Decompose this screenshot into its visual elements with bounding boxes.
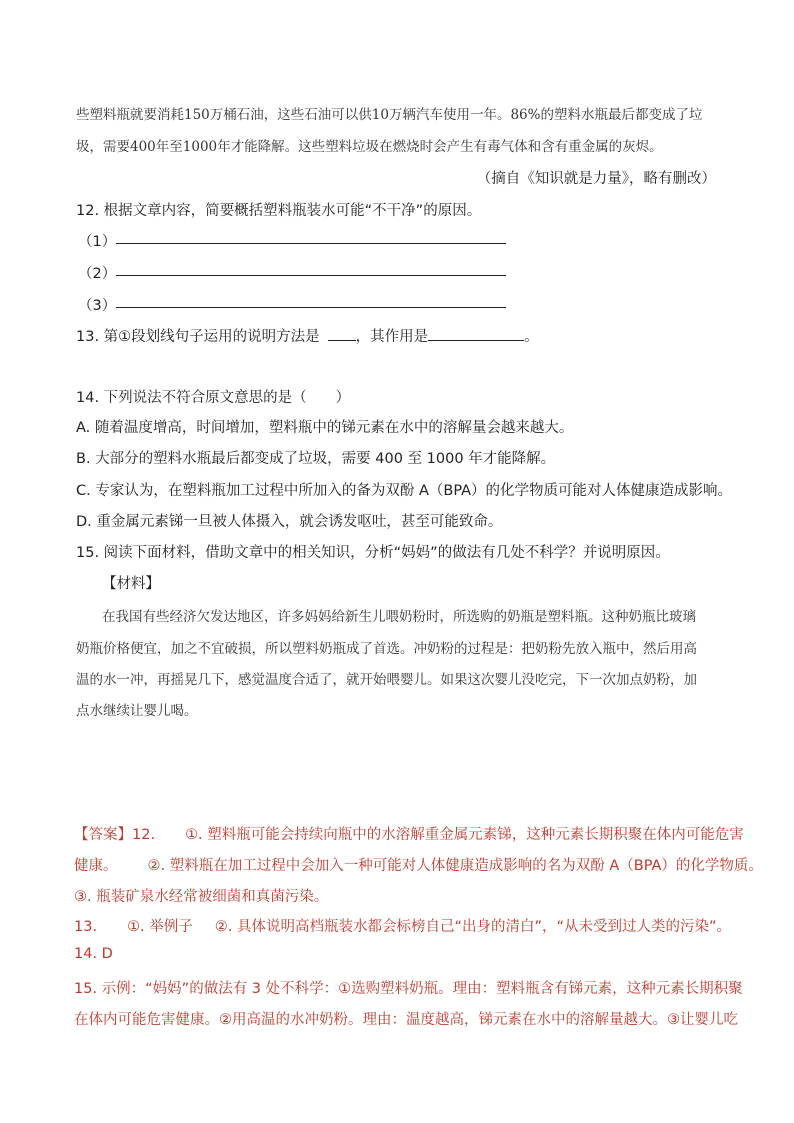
material-line-1: 在我国有些经济欠发达地区，许多妈妈给新生儿喂奶粉时，所选购的奶瓶是塑料瓶。这种奶瓶比玻璃 bbox=[102, 609, 696, 625]
answer-line-3[interactable] bbox=[116, 307, 506, 308]
question-14-stem: 14. 下列说法不符合原文意思的是（ ） bbox=[76, 390, 351, 406]
passage-line-1: 些塑料瓶就要消耗150万桶石油，这些石油可以供10万辆汽车使用一年。86%的塑料水瓶最后都变成了垃 bbox=[76, 107, 703, 123]
answer-12-point-1-end: 健康。 bbox=[74, 858, 118, 874]
question-13-part-3: 。 bbox=[524, 329, 539, 345]
answer-line-1[interactable] bbox=[116, 243, 506, 244]
answer-label: 【答案】12. bbox=[74, 827, 156, 843]
material-label: 【材料】 bbox=[102, 576, 160, 592]
answer-12-point-2: ②. 塑料瓶在加工过程中会加入一种可能对人体健康造成影响的名为双酚 A（BPA）的化学物质。 bbox=[147, 858, 763, 874]
question-12-item-2: （2） bbox=[78, 266, 117, 282]
question-12-stem: 12. 根据文章内容，简要概括塑料瓶装水可能“不干净”的原因。 bbox=[76, 203, 482, 219]
answer-13 bbox=[74, 915, 731, 936]
question-13 bbox=[76, 325, 539, 346]
question-13-part-2: ，其作用是 bbox=[355, 329, 429, 345]
question-13-part-1: 13. 第①段划线句子运用的说明方法是 bbox=[76, 329, 320, 345]
option-a[interactable]: A. 随着温度增高，时间增加，塑料瓶中的锑元素在水中的溶解量会越来越大。 bbox=[76, 420, 574, 436]
material-line-2: 奶瓶价格便宜，加之不宜破损，所以塑料奶瓶成了首选。冲奶粉的过程是：把奶粉先放入瓶中，然后用高 bbox=[76, 641, 697, 657]
option-c[interactable]: C. 专家认为，在塑料瓶加工过程中所加入的备为双酚 A（BPA）的化学物质可能对人体健康造成影响。 bbox=[76, 483, 733, 499]
answer-15-line-2: 在体内可能危害健康。②用高温的水冲奶粉。理由：温度越高，锑元素在水中的溶解量越大。③让婴儿吃 bbox=[74, 1012, 738, 1028]
blank-method[interactable] bbox=[328, 326, 356, 341]
answer-13-point-2: ②. 具体说明高档瓶装水都会标榜自己“出身的清白”，“从未受到过人类的污染”。 bbox=[214, 919, 732, 935]
answer-15-line-1: 15. 示例：“妈妈”的做法有 3 处不科学：①选购塑料奶瓶。理由：塑料瓶含有锑元素，这种元素长期积聚 bbox=[74, 981, 743, 997]
answer-12-line-1 bbox=[74, 823, 744, 844]
answer-line-2[interactable] bbox=[116, 275, 506, 276]
answer-14: 14. D bbox=[74, 946, 113, 962]
material-line-3: 温的水一冲，再摇晃几下，感觉温度合适了，就开始喂婴儿。如果这次婴儿没吃完，下一次加点奶粉，加 bbox=[76, 672, 697, 688]
answer-13-label: 13. bbox=[74, 919, 98, 935]
answer-12-point-3: ③. 瓶装矿泉水经常被细菌和真菌污染。 bbox=[74, 889, 329, 905]
question-12-item-3: （3） bbox=[78, 298, 117, 314]
material-line-4: 点水继续让婴儿喝。 bbox=[76, 703, 198, 719]
answer-13-point-1: ①. 举例子 bbox=[127, 919, 193, 935]
answer-12-point-1: ①. 塑料瓶可能会持续向瓶中的水溶解重金属元素锑，这种元素长期积聚在体内可能危害 bbox=[185, 827, 744, 843]
question-15-stem: 15. 阅读下面材料，借助文章中的相关知识，分析“妈妈”的做法有几处不科学？并说明原因。 bbox=[76, 545, 670, 561]
blank-function[interactable] bbox=[428, 326, 524, 341]
answer-12-line-2 bbox=[74, 854, 763, 875]
option-b[interactable]: B. 大部分的塑料水瓶最后都变成了垃圾，需要 400 至 1000 年才能降解。 bbox=[76, 451, 556, 467]
passage-line-2: 圾，需要400年至1000年才能降解。这些塑料垃圾在燃烧时会产生有毒气体和含有重金属的灰烬。 bbox=[76, 139, 663, 155]
passage-source: （摘自《知识就是力量》，略有删改） bbox=[476, 171, 716, 187]
question-12-item-1: （1） bbox=[78, 234, 117, 250]
option-d[interactable]: D. 重金属元素锑一旦被人体摄入，就会诱发呕吐，甚至可能致命。 bbox=[76, 514, 503, 530]
